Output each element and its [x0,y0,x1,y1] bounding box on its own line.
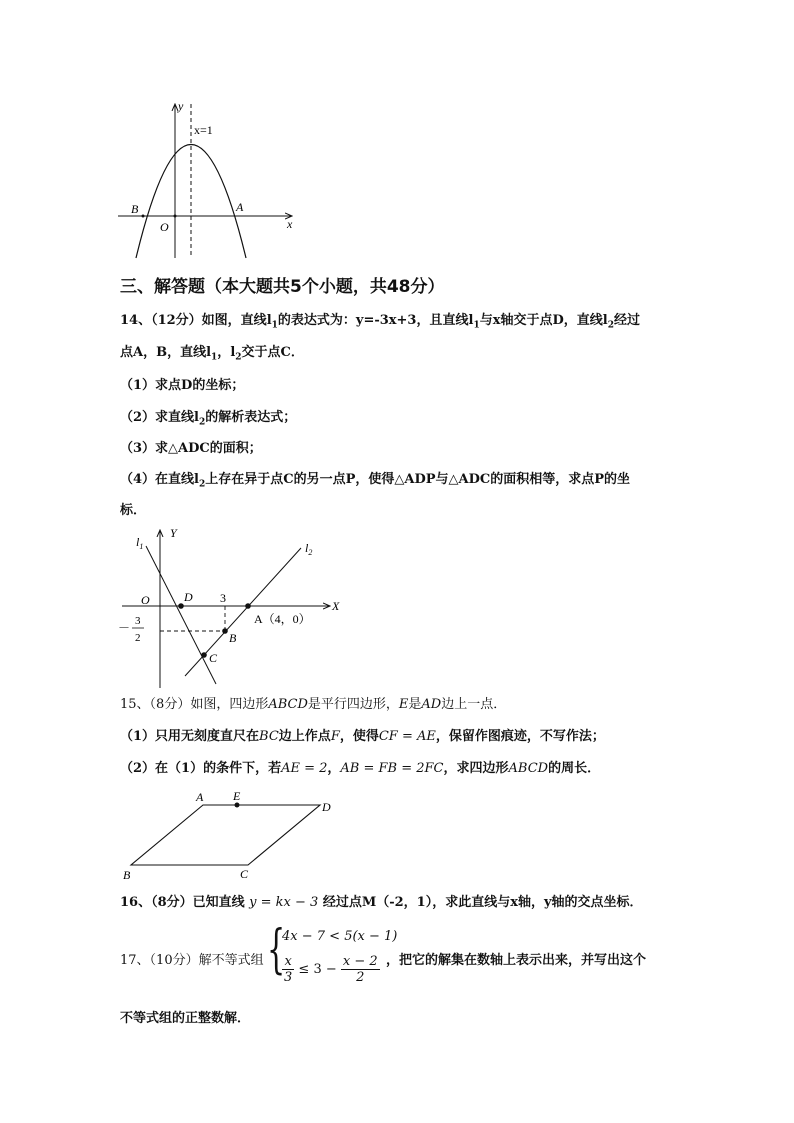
q15-part1: （1）只用无刻度直尺在BC边上作点F，使得CF = AE，保留作图痕迹，不写作法； [120,729,605,744]
q14-line1: 14、（12分）如图，直线$l_1$的表达式为：y=-3x+3，且直线$l_1$与x轴交于点D，直线$l_2$经过 [120,313,640,331]
point-e-dot [235,803,240,808]
y-axis-label: y [178,99,184,113]
point-b-dot [142,215,145,218]
q15-part2: （2）在（1）的条件下，若AE = 2，AB = FB = 2FC，求四边形ABCD的周长． [120,761,601,776]
q16-line: 16、（8分）已知直线 y = kx − 3 经过点M（-2，1），求此直线与x轴，y轴的交点坐标． [120,895,643,910]
q14-part3: （3）求△ADC的面积； [120,441,262,456]
parallelogram-shape [131,805,320,865]
q17-inequality2: $\frac{x}{3}$ ≤ 3 − $\frac{x - 2}{2}$ [284,954,378,985]
point-e-label: E [233,789,241,803]
parallelogram-figure [118,788,344,884]
tick-3-label: 3 [220,591,226,605]
origin-label: O [141,593,150,607]
neg-sign: － [118,621,131,635]
parabola-figure [110,98,310,260]
section-title: 三、解答题（本大题共5个小题，共48分） [120,277,445,297]
frac-den: 2 [135,632,141,644]
q14-line2: 点A，B，直线$l_1$，$l_2$交于点C． [120,345,304,363]
q17-text-after: ，把它的解集在数轴上表示出来，并写出这个 [386,953,647,968]
l1-label: $l_1$ [136,535,144,551]
point-b-label: B [131,202,139,216]
origin-dot [174,215,177,218]
q14-part2: （2）求直线$l_2$的解析表达式； [120,410,297,428]
point-b-label: B [123,868,131,882]
point-a-label: A（4，0） [254,612,311,626]
point-c-dot [201,652,207,658]
point-d-label: D [322,800,331,814]
frac-num: 3 [135,615,141,627]
l2-label: $l_2$ [305,541,313,557]
point-d-dot [178,603,184,609]
line-l1 [146,546,216,684]
q17-inequality1: 4x − 7 < 5(x − 1) [282,929,398,944]
x-axis-label: x [287,217,293,231]
point-b-label: B [229,631,237,645]
point-a-label: A [236,200,244,214]
point-a-dot [245,603,251,609]
q17-text-line2: 不等式组的正整数解． [120,1011,251,1026]
point-b-dot [222,628,228,634]
q17-label: 17、（10分）解不等式组 [120,953,264,968]
symmetry-label: x=1 [194,123,213,137]
system-brace: { [267,920,286,980]
q14-part4-line1: （4）在直线$l_2$上存在异于点C的另一点P，使得△ADP与△ADC的面积相等，求点P的坐 [120,472,631,490]
point-a-label: A [196,790,204,804]
x-axis-label: X [332,599,340,613]
point-c-label: C [240,867,249,881]
point-c-label: C [209,651,218,665]
q15-line1: 15、（8分）如图，四边形ABCD是平行四边形，E是AD边上一点． [120,697,507,712]
q14-part1: （1）求点D的坐标； [120,378,245,393]
point-d-label: D [184,590,193,604]
y-axis-label: Y [170,526,177,540]
q14-part4-line2: 标． [120,503,147,518]
origin-label: O [160,220,169,234]
lines-figure [118,524,358,694]
